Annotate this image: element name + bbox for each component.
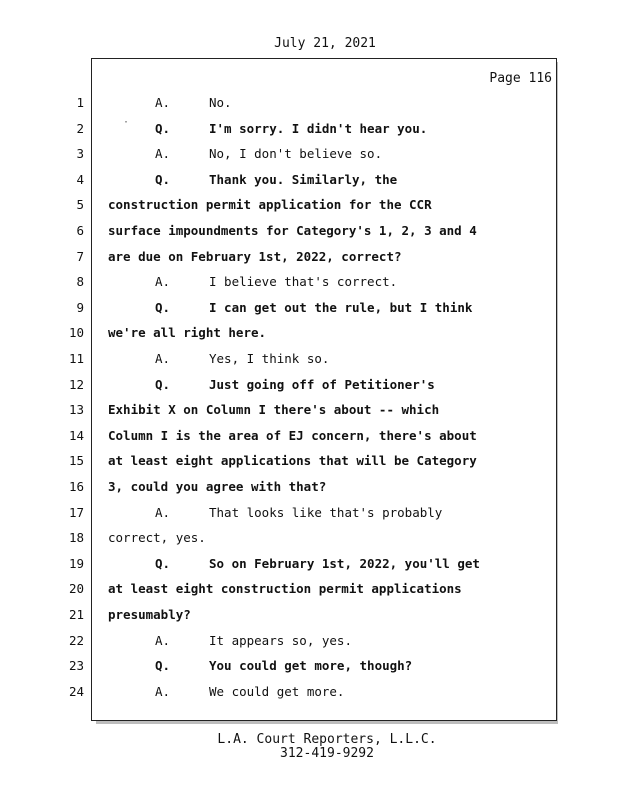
line-number: 4 <box>76 171 84 187</box>
transcript-line <box>0 146 618 170</box>
line-number: 10 <box>68 325 84 341</box>
line-number: 17 <box>68 504 84 520</box>
speaker-label: Q. <box>155 299 171 315</box>
speaker-label: A. <box>155 95 171 110</box>
line-content: are due on February 1st, 2022, correct? <box>108 248 402 264</box>
line-number: 21 <box>68 607 84 622</box>
speaker-label: A. <box>155 632 171 648</box>
speaker-label: A. <box>155 274 171 290</box>
transcript-line <box>0 505 618 529</box>
line-number: 13 <box>68 402 84 418</box>
speaker-label: Q. <box>155 171 171 187</box>
line-content: 3, could you agree with that? <box>108 479 327 494</box>
line-content: Exhibit X on Column I there's about -- which <box>108 402 440 418</box>
line-content: at least eight applications that will be Category <box>108 453 477 469</box>
transcript-line <box>0 95 618 119</box>
line-content: I believe that's correct. <box>209 274 398 290</box>
transcript-line <box>0 197 618 221</box>
line-number: 18 <box>68 530 84 546</box>
footer <box>0 733 618 761</box>
transcript-line <box>0 172 618 196</box>
line-text <box>108 607 191 622</box>
line-text <box>155 172 397 187</box>
line-number: 19 <box>68 555 84 571</box>
line-number: 1 <box>76 95 84 110</box>
transcript-line <box>0 453 618 477</box>
line-number: 12 <box>68 376 84 392</box>
transcript-line <box>0 377 618 401</box>
line-content: You could get more, though? <box>209 658 413 674</box>
line-content: No. <box>209 95 232 110</box>
footer-company: L.A. Court Reporters, L.L.C. <box>217 732 437 747</box>
speaker-label: Q. <box>155 658 171 674</box>
page-number: Page 116 <box>489 71 552 86</box>
line-content: at least eight construction permit applications <box>108 581 462 597</box>
speaker-label: A. <box>155 351 171 366</box>
line-text <box>108 453 477 468</box>
line-text <box>155 300 472 315</box>
transcript-line <box>0 633 618 657</box>
line-text <box>155 505 442 520</box>
transcript-line <box>0 607 618 631</box>
line-number: 24 <box>68 683 84 699</box>
line-text <box>155 121 427 136</box>
transcript-date: July 21, 2021 <box>274 36 376 51</box>
line-content: That looks like that's probably <box>209 504 443 520</box>
line-text <box>155 633 352 648</box>
line-content: No, I don't believe so. <box>209 146 383 162</box>
transcript-line <box>0 223 618 247</box>
line-content: surface impoundments for Category's 1, 2, 3 and 4 <box>108 223 477 238</box>
line-content: I can get out the rule, but I think <box>209 299 473 315</box>
transcript-line <box>0 325 618 349</box>
line-text <box>155 351 329 366</box>
line-text <box>108 249 402 264</box>
line-text <box>155 146 382 161</box>
line-number: 20 <box>68 581 84 597</box>
line-content: So on February 1st, 2022, you'll get <box>209 555 480 571</box>
line-text <box>155 274 397 289</box>
speaker-label: A. <box>155 683 171 699</box>
line-number: 5 <box>76 197 84 213</box>
transcript-line <box>0 300 618 324</box>
line-number: 2 <box>76 120 84 136</box>
line-number: 16 <box>68 479 84 494</box>
line-text <box>108 325 266 340</box>
line-number: 11 <box>68 351 84 366</box>
transcript-line <box>0 530 618 554</box>
line-text <box>155 556 480 571</box>
line-text <box>155 377 435 392</box>
line-content: correct, yes. <box>108 530 206 546</box>
line-text <box>108 428 477 443</box>
line-number: 9 <box>76 299 84 315</box>
line-text <box>108 530 206 545</box>
transcript-line <box>0 402 618 426</box>
transcript-line <box>0 274 618 298</box>
line-content: Yes, I think so. <box>209 351 330 366</box>
line-text <box>155 658 412 673</box>
line-content: Column I is the area of EJ concern, there's about <box>108 427 477 443</box>
line-text <box>108 402 439 417</box>
line-text <box>108 197 432 212</box>
footer-phone: 312-419-9292 <box>280 746 374 761</box>
line-content: we're all right here. <box>108 325 267 341</box>
line-number: 8 <box>76 274 84 290</box>
line-text <box>108 581 462 596</box>
line-content: presumably? <box>108 607 191 622</box>
speaker-label: Q. <box>155 120 171 136</box>
speaker-label: Q. <box>155 376 171 392</box>
transcript-line <box>0 351 618 375</box>
transcript-line <box>0 556 618 580</box>
transcript-line <box>0 479 618 503</box>
transcript-line <box>0 116 618 145</box>
transcript-line <box>0 658 618 682</box>
line-content: Just going off of Petitioner's <box>209 376 435 392</box>
line-text <box>108 479 326 494</box>
line-number: 23 <box>68 658 84 674</box>
transcript-line <box>0 249 618 273</box>
line-number: 7 <box>76 248 84 264</box>
line-number: 22 <box>68 632 84 648</box>
speaker-label: A. <box>155 504 171 520</box>
line-number: 14 <box>68 427 84 443</box>
line-number: 6 <box>76 223 84 238</box>
line-text <box>155 684 344 699</box>
speaker-label: Q. <box>155 555 171 571</box>
transcript-line <box>0 684 618 708</box>
stray-mark: · <box>123 116 130 128</box>
line-number: 15 <box>68 453 84 469</box>
line-content: Thank you. Similarly, the <box>209 171 398 187</box>
line-content: construction permit application for the CCR <box>108 197 432 213</box>
line-content: It appears so, yes. <box>209 632 352 648</box>
line-text <box>108 223 477 238</box>
line-content: We could get more. <box>209 683 345 699</box>
line-number: 3 <box>76 146 84 162</box>
transcript-line <box>0 428 618 452</box>
line-content: I'm sorry. I didn't hear you. <box>209 120 428 136</box>
speaker-label: A. <box>155 146 171 162</box>
transcript-line <box>0 581 618 605</box>
line-text <box>155 95 232 110</box>
